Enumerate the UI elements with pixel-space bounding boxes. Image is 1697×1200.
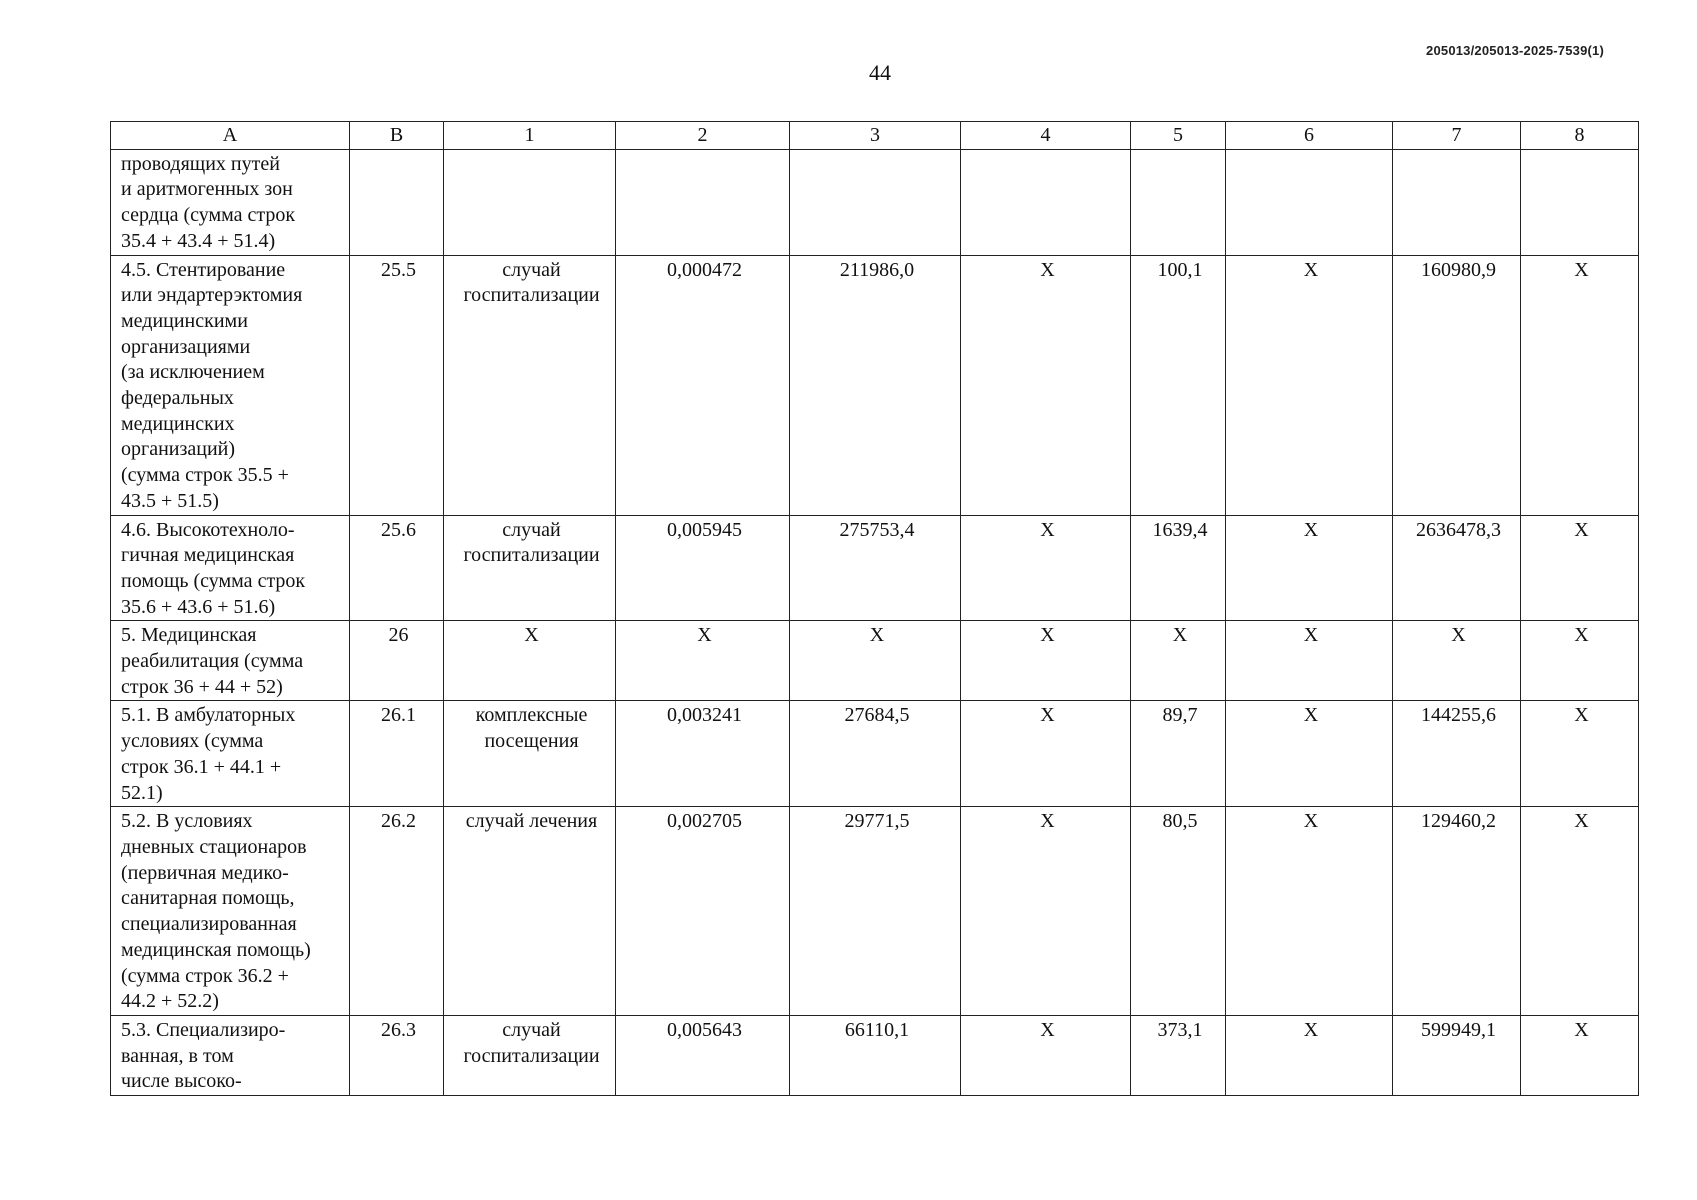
table-cell: X <box>1521 515 1639 621</box>
table-cell: 0,003241 <box>616 701 790 807</box>
table-cell: X <box>1521 621 1639 701</box>
table-cell: 0,005945 <box>616 515 790 621</box>
table-cell <box>616 149 790 255</box>
table-cell: 25.5 <box>350 255 444 515</box>
table-cell <box>1226 149 1393 255</box>
table-cell: X <box>1521 1015 1639 1095</box>
table-header-row <box>111 122 1639 150</box>
table-cell <box>350 149 444 255</box>
table-cell: X <box>961 515 1131 621</box>
row-label-cell: 5.3. Специализиро- ванная, в том числе высоко- <box>111 1015 350 1095</box>
table-cell: X <box>1226 701 1393 807</box>
table-cell: X <box>1226 621 1393 701</box>
table-cell: X <box>790 621 961 701</box>
table-cell: случай госпитализации <box>444 255 616 515</box>
table-row <box>111 701 1639 807</box>
row-label-cell: 5.1. В амбулаторных условиях (сумма строк 36.1 + 44.1 + 52.1) <box>111 701 350 807</box>
table-cell: X <box>961 1015 1131 1095</box>
table-cell: X <box>1521 255 1639 515</box>
row-label-cell: 5.2. В условиях дневных стационаров (первичная медико- санитарная помощь, специализированная медицинская помощь) (сумма строк 36.2 + 44.2 + 52.2) <box>111 807 350 1016</box>
table-body <box>111 122 1639 1096</box>
table-cell: 66110,1 <box>790 1015 961 1095</box>
table-cell: 129460,2 <box>1393 807 1521 1016</box>
header-cell: 6 <box>1226 122 1393 150</box>
table-cell: X <box>1226 255 1393 515</box>
table-cell: X <box>961 621 1131 701</box>
table-row <box>111 1015 1639 1095</box>
header-cell: В <box>350 122 444 150</box>
table-cell: случай госпитализации <box>444 515 616 621</box>
table-cell: X <box>444 621 616 701</box>
table-row <box>111 807 1639 1016</box>
table-cell: X <box>1521 701 1639 807</box>
table-cell: 144255,6 <box>1393 701 1521 807</box>
row-label-cell: 4.6. Высокотехноло- гичная медицинская помощь (сумма строк 35.6 + 43.6 + 51.6) <box>111 515 350 621</box>
table-cell: X <box>1131 621 1226 701</box>
table-cell: 26 <box>350 621 444 701</box>
header-cell: 5 <box>1131 122 1226 150</box>
page-number: 44 <box>869 60 891 85</box>
table-cell <box>1131 149 1226 255</box>
document-id: 205013/205013-2025-7539(1) <box>1426 43 1604 58</box>
table-cell: 100,1 <box>1131 255 1226 515</box>
header-cell: 2 <box>616 122 790 150</box>
table-row <box>111 515 1639 621</box>
table-cell <box>444 149 616 255</box>
table-cell: 27684,5 <box>790 701 961 807</box>
table-cell: комплексные посещения <box>444 701 616 807</box>
table-cell: 29771,5 <box>790 807 961 1016</box>
table-cell: 160980,9 <box>1393 255 1521 515</box>
header-cell: А <box>111 122 350 150</box>
table-cell: случай лечения <box>444 807 616 1016</box>
table-cell: X <box>1226 1015 1393 1095</box>
table-row <box>111 149 1639 255</box>
table-cell: 0,005643 <box>616 1015 790 1095</box>
row-label-cell: проводящих путей и аритмогенных зон сердца (сумма строк 35.4 + 43.4 + 51.4) <box>111 149 350 255</box>
table-cell: 373,1 <box>1131 1015 1226 1095</box>
table-cell: 25.6 <box>350 515 444 621</box>
table-cell <box>1393 149 1521 255</box>
table-cell <box>961 149 1131 255</box>
table-cell: X <box>616 621 790 701</box>
header-cell: 3 <box>790 122 961 150</box>
table-cell: 2636478,3 <box>1393 515 1521 621</box>
table-cell: 89,7 <box>1131 701 1226 807</box>
table-cell: 599949,1 <box>1393 1015 1521 1095</box>
table-cell: 26.3 <box>350 1015 444 1095</box>
table-cell: X <box>961 807 1131 1016</box>
header-cell: 4 <box>961 122 1131 150</box>
table-cell: X <box>1393 621 1521 701</box>
table-row <box>111 621 1639 701</box>
table-cell: X <box>1226 807 1393 1016</box>
table-cell: 1639,4 <box>1131 515 1226 621</box>
table-cell: 26.1 <box>350 701 444 807</box>
table-cell: 0,002705 <box>616 807 790 1016</box>
table-cell: 211986,0 <box>790 255 961 515</box>
table-cell <box>790 149 961 255</box>
row-label-cell: 5. Медицинская реабилитация (сумма строк 36 + 44 + 52) <box>111 621 350 701</box>
table-cell: X <box>961 701 1131 807</box>
table-row <box>111 255 1639 515</box>
table-cell: X <box>1521 807 1639 1016</box>
header-cell: 7 <box>1393 122 1521 150</box>
table-cell: X <box>961 255 1131 515</box>
header-cell: 1 <box>444 122 616 150</box>
table-cell: 275753,4 <box>790 515 961 621</box>
data-table <box>110 121 1639 1096</box>
table-cell: 80,5 <box>1131 807 1226 1016</box>
table-cell: X <box>1226 515 1393 621</box>
row-label-cell: 4.5. Стентирование или эндартерэктомия медицинскими организациями (за исключением федеральных медицинских организаций) (сумма строк 35.5 + 43.5 + 51.5) <box>111 255 350 515</box>
table-cell: случай госпитализации <box>444 1015 616 1095</box>
table-cell: 26.2 <box>350 807 444 1016</box>
table-cell: 0,000472 <box>616 255 790 515</box>
table-cell <box>1521 149 1639 255</box>
header-cell: 8 <box>1521 122 1639 150</box>
